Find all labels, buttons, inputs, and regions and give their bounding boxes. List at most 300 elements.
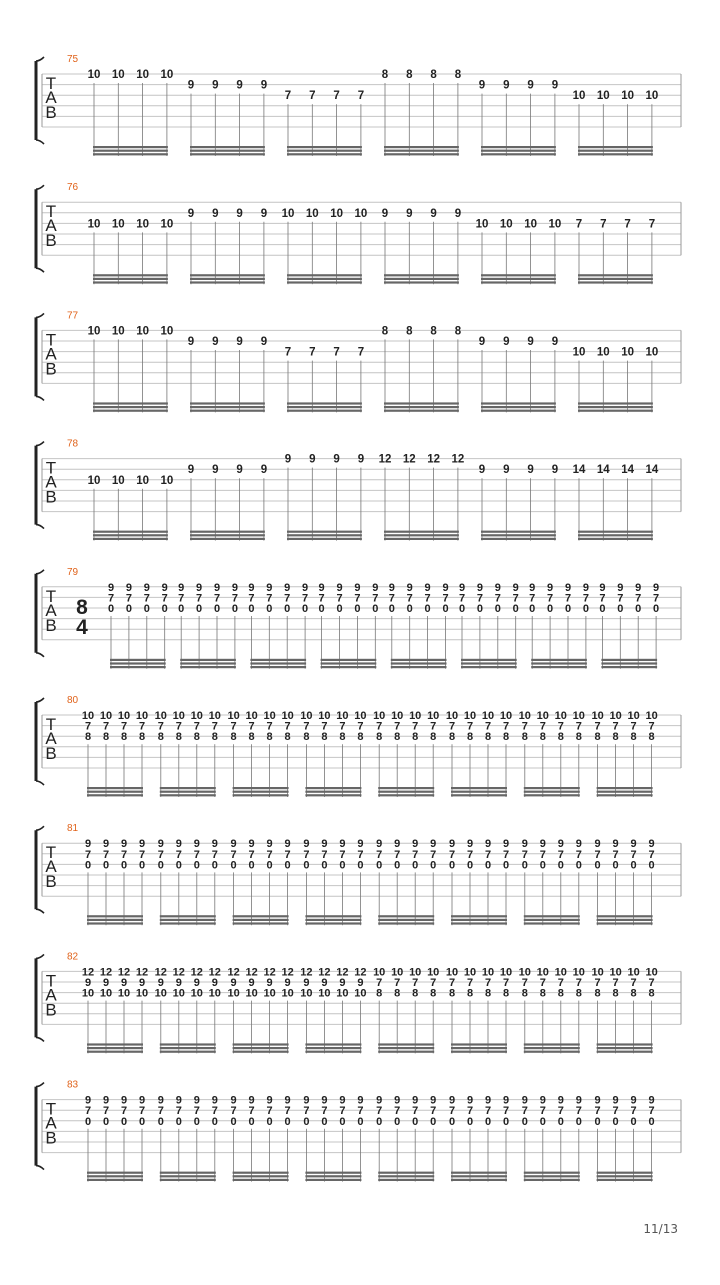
fret-number: 9 xyxy=(494,581,501,594)
fret-number: 9 xyxy=(648,838,655,851)
fret-number: 7 xyxy=(521,977,528,989)
tab-clef-letter: T xyxy=(45,971,57,991)
fret-number: 7 xyxy=(266,720,273,733)
beam xyxy=(180,659,236,661)
beam xyxy=(578,281,653,283)
fret-number: 14 xyxy=(621,464,634,477)
fret-number: 7 xyxy=(448,977,456,989)
beam xyxy=(305,1179,361,1181)
fret-number: 7 xyxy=(502,720,510,733)
fret-number: 7 xyxy=(175,848,182,861)
fret-number: 8 xyxy=(630,731,637,744)
fret-number: 9 xyxy=(260,207,268,220)
fret-number: 7 xyxy=(430,977,437,989)
fret-number: 9 xyxy=(84,977,92,989)
fret-number: 0 xyxy=(138,1115,146,1128)
fret-number: 9 xyxy=(157,1094,164,1107)
fret-number: 7 xyxy=(466,720,474,733)
fret-number: 7 xyxy=(248,848,255,861)
fret-number: 7 xyxy=(630,720,637,733)
tab-clef-letter: A xyxy=(45,344,57,364)
fret-number: 7 xyxy=(248,592,255,605)
bracket-bottom-hook xyxy=(36,268,44,272)
fret-number: 8 xyxy=(594,731,601,744)
beam xyxy=(384,531,459,533)
fret-number: 9 xyxy=(357,977,364,989)
fret-number: 10 xyxy=(117,710,131,722)
fret-number: 10 xyxy=(445,710,459,722)
tab-clef-letter: A xyxy=(45,472,57,492)
fret-number: 9 xyxy=(630,1094,637,1107)
fret-number: 7 xyxy=(84,720,92,733)
beam xyxy=(190,410,265,412)
fret-number: 8 xyxy=(575,731,582,744)
bracket-top-hook xyxy=(36,570,44,574)
fret-number: 0 xyxy=(630,1115,637,1128)
beam xyxy=(233,787,289,789)
fret-number: 7 xyxy=(476,592,483,605)
fret-number: 9 xyxy=(502,1094,510,1107)
fret-number: 8 xyxy=(412,731,419,744)
fret-number: 14 xyxy=(572,464,586,477)
fret-number: 10 xyxy=(409,710,422,722)
fret-number: 0 xyxy=(617,603,624,615)
fret-number: 10 xyxy=(300,987,313,1000)
fret-number: 9 xyxy=(333,453,340,466)
fret-number: 9 xyxy=(193,977,200,989)
beam xyxy=(250,659,306,661)
fret-number: 7 xyxy=(376,720,383,733)
fret-number: 9 xyxy=(102,1094,110,1107)
fret-number: 7 xyxy=(211,720,218,733)
beam xyxy=(160,1175,216,1177)
fret-number: 10 xyxy=(481,966,495,979)
fret-number: 8 xyxy=(406,69,413,81)
fret-number: 10 xyxy=(445,966,459,979)
fret-number: 8 xyxy=(394,731,401,744)
beam xyxy=(601,666,657,668)
fret-number: 0 xyxy=(303,1115,310,1128)
fret-number: 0 xyxy=(248,1115,255,1128)
fret-number: 0 xyxy=(175,1115,182,1128)
fret-number: 7 xyxy=(484,1105,492,1118)
beam xyxy=(597,1179,653,1181)
fret-number: 10 xyxy=(554,710,567,722)
fret-number: 7 xyxy=(376,848,383,861)
fret-number: 0 xyxy=(502,859,510,872)
fret-number: 12 xyxy=(190,966,203,979)
fret-number: 8 xyxy=(539,987,546,1000)
fret-number: 7 xyxy=(484,720,492,733)
beam xyxy=(451,1172,507,1174)
fret-number: 8 xyxy=(521,731,528,744)
fret-number: 10 xyxy=(99,710,113,722)
fret-number: 10 xyxy=(591,710,604,722)
beam xyxy=(481,406,556,408)
fret-number: 9 xyxy=(557,1094,564,1107)
fret-number: 9 xyxy=(284,1094,291,1107)
fret-number: 8 xyxy=(211,731,218,744)
fret-number: 7 xyxy=(539,1105,546,1118)
fret-number: 7 xyxy=(539,977,546,989)
beam xyxy=(93,406,168,408)
fret-number: 9 xyxy=(406,207,413,220)
fret-number: 9 xyxy=(175,838,182,851)
fret-number: 7 xyxy=(406,592,413,605)
beam xyxy=(190,153,265,155)
measure-number: 80 xyxy=(67,695,79,706)
beam xyxy=(378,1175,434,1177)
fret-number: 0 xyxy=(529,603,536,615)
fret-number: 8 xyxy=(102,731,110,744)
fret-number: 9 xyxy=(336,581,343,594)
fret-number: 9 xyxy=(354,581,361,594)
fret-number: 9 xyxy=(430,1094,437,1107)
fret-number: 7 xyxy=(102,720,110,733)
fret-number: 12 xyxy=(336,966,349,979)
fret-number: 7 xyxy=(557,848,564,861)
beam xyxy=(378,1043,434,1045)
fret-number: 7 xyxy=(339,848,346,861)
beam xyxy=(391,662,447,664)
fret-number: 7 xyxy=(624,218,631,231)
fret-number: 12 xyxy=(245,966,258,979)
beam xyxy=(578,534,653,536)
beam xyxy=(384,534,459,536)
beam xyxy=(305,1047,361,1049)
bracket-bottom-hook xyxy=(36,1166,44,1170)
fret-number: 8 xyxy=(193,731,200,744)
fret-number: 7 xyxy=(303,848,310,861)
fret-number: 0 xyxy=(339,1115,346,1128)
fret-number: 8 xyxy=(157,731,164,744)
fret-number: 10 xyxy=(227,987,240,1000)
fret-number: 7 xyxy=(458,592,466,605)
fret-number: 8 xyxy=(430,69,437,81)
fret-number: 9 xyxy=(138,838,146,851)
beam xyxy=(87,922,143,924)
fret-number: 0 xyxy=(284,603,291,615)
beam xyxy=(578,150,653,152)
fret-number: 7 xyxy=(138,848,146,861)
fret-number: 0 xyxy=(394,1115,401,1128)
fret-number: 7 xyxy=(284,346,292,359)
fret-number: 9 xyxy=(339,838,346,851)
beam xyxy=(287,410,362,412)
fret-number: 10 xyxy=(627,966,640,979)
fret-number: 8 xyxy=(557,731,564,744)
fret-number: 0 xyxy=(484,859,492,872)
beam xyxy=(578,538,653,540)
fret-number: 0 xyxy=(354,603,361,615)
beam xyxy=(233,1047,289,1049)
fret-number: 0 xyxy=(412,1115,419,1128)
fret-number: 9 xyxy=(102,838,110,851)
beam xyxy=(524,794,580,796)
beam xyxy=(578,153,653,155)
fret-number: 9 xyxy=(248,581,255,594)
fret-number: 7 xyxy=(211,848,218,861)
fret-number: 9 xyxy=(564,581,572,594)
fret-number: 9 xyxy=(107,581,115,594)
beam xyxy=(233,1175,289,1177)
beam xyxy=(481,146,556,148)
beam xyxy=(190,534,265,536)
fret-number: 10 xyxy=(87,218,101,231)
beam xyxy=(233,1043,289,1045)
fret-number: 9 xyxy=(599,581,606,594)
fret-number: 7 xyxy=(412,848,419,861)
fret-number: 0 xyxy=(430,859,437,872)
bracket-top-hook xyxy=(36,1083,44,1087)
beam xyxy=(87,919,143,921)
tab-clef-letter: A xyxy=(45,216,57,236)
fret-number: 9 xyxy=(454,207,462,220)
fret-number: 0 xyxy=(521,1115,528,1128)
fret-number: 10 xyxy=(518,710,531,722)
fret-number: 7 xyxy=(321,720,328,733)
fret-number: 9 xyxy=(303,977,310,989)
fret-number: 7 xyxy=(630,848,637,861)
beam xyxy=(451,791,507,793)
tab-clef-letter: B xyxy=(45,231,57,251)
fret-number: 0 xyxy=(284,859,291,872)
beam xyxy=(87,1172,143,1174)
fret-number: 8 xyxy=(406,325,413,338)
fret-number: 7 xyxy=(102,1105,110,1118)
beam xyxy=(305,787,361,789)
beam xyxy=(160,919,216,921)
fret-number: 9 xyxy=(339,1094,346,1107)
fret-number: 10 xyxy=(645,710,658,722)
beam xyxy=(378,794,434,796)
fret-number: 7 xyxy=(617,592,624,605)
beam xyxy=(287,150,362,152)
beam xyxy=(597,1047,653,1049)
beam xyxy=(531,659,587,661)
beam xyxy=(597,794,653,796)
fret-number: 9 xyxy=(266,1094,273,1107)
beam xyxy=(597,1051,653,1053)
fret-number: 7 xyxy=(582,592,589,605)
fret-number: 8 xyxy=(648,731,655,744)
fret-number: 10 xyxy=(81,710,95,722)
beam xyxy=(451,1175,507,1177)
fret-number: 10 xyxy=(111,69,125,81)
fret-number: 9 xyxy=(212,79,219,92)
fret-number: 10 xyxy=(87,325,101,338)
fret-number: 7 xyxy=(284,720,291,733)
tab-clef-letter: T xyxy=(45,458,57,478)
fret-number: 0 xyxy=(157,1115,164,1128)
beam xyxy=(601,659,657,661)
fret-number: 7 xyxy=(157,1105,164,1118)
fret-number: 10 xyxy=(336,987,349,1000)
fret-number: 7 xyxy=(575,977,582,989)
fret-number: 10 xyxy=(245,710,258,722)
fret-number: 7 xyxy=(193,848,200,861)
beam xyxy=(305,1172,361,1174)
fret-number: 9 xyxy=(630,838,637,851)
beam xyxy=(378,1051,434,1053)
fret-number: 0 xyxy=(494,603,501,615)
bracket-bottom-hook xyxy=(36,1037,44,1041)
fret-number: 7 xyxy=(557,1105,564,1118)
fret-number: 0 xyxy=(635,603,642,615)
fret-number: 9 xyxy=(157,838,164,851)
fret-number: 10 xyxy=(536,966,549,979)
fret-number: 7 xyxy=(575,720,582,733)
beam xyxy=(378,922,434,924)
fret-number: 0 xyxy=(230,859,237,872)
fret-number: 8 xyxy=(394,987,401,1000)
fret-number: 8 xyxy=(84,731,92,744)
fret-number: 10 xyxy=(373,710,386,722)
fret-number: 9 xyxy=(594,838,601,851)
fret-number: 10 xyxy=(373,966,386,979)
fret-number: 8 xyxy=(321,731,328,744)
beam xyxy=(451,794,507,796)
tab-clef-letter: B xyxy=(45,872,57,892)
fret-number: 7 xyxy=(357,90,365,103)
fret-number: 8 xyxy=(521,987,528,1000)
beam xyxy=(481,153,556,155)
fret-number: 7 xyxy=(442,592,449,605)
fret-number: 10 xyxy=(427,966,440,979)
fret-number: 10 xyxy=(536,710,549,722)
beam xyxy=(233,794,289,796)
beam xyxy=(160,922,216,924)
fret-number: 8 xyxy=(502,987,510,1000)
fret-number: 12 xyxy=(427,453,440,466)
fret-number: 8 xyxy=(557,987,564,1000)
fret-number: 0 xyxy=(557,859,564,872)
fret-number: 9 xyxy=(551,79,559,92)
fret-number: 9 xyxy=(503,79,510,92)
beam xyxy=(578,410,653,412)
beam xyxy=(384,538,459,540)
beam xyxy=(524,1047,580,1049)
beam xyxy=(601,662,657,664)
fret-number: 9 xyxy=(539,1094,546,1107)
fret-number: 9 xyxy=(84,1094,92,1107)
fret-number: 0 xyxy=(599,603,606,615)
fret-number: 0 xyxy=(248,603,255,615)
beam xyxy=(287,406,362,408)
fret-number: 8 xyxy=(430,325,437,338)
fret-number: 0 xyxy=(648,1115,655,1128)
fret-number: 0 xyxy=(394,859,401,872)
fret-number: 7 xyxy=(333,346,340,359)
tab-clef-letter: B xyxy=(45,1128,57,1148)
fret-number: 12 xyxy=(154,966,167,979)
fret-number: 9 xyxy=(321,977,328,989)
fret-number: 10 xyxy=(499,710,513,722)
beam xyxy=(160,791,216,793)
fret-number: 10 xyxy=(572,90,586,103)
fret-number: 0 xyxy=(266,603,273,615)
fret-number: 0 xyxy=(575,1115,582,1128)
beam xyxy=(287,538,362,540)
fret-number: 10 xyxy=(190,987,203,1000)
fret-number: 0 xyxy=(476,603,483,615)
beam xyxy=(287,534,362,536)
beam xyxy=(190,531,265,533)
tab-clef-letter: T xyxy=(45,586,57,606)
fret-number: 8 xyxy=(648,987,655,1000)
fret-number: 9 xyxy=(521,1094,528,1107)
fret-number: 7 xyxy=(466,848,474,861)
beam xyxy=(93,402,168,404)
fret-number: 7 xyxy=(502,977,510,989)
fret-number: 10 xyxy=(263,987,276,1000)
beam xyxy=(190,406,265,408)
fret-number: 10 xyxy=(645,966,658,979)
fret-number: 10 xyxy=(154,710,167,722)
fret-number: 0 xyxy=(539,1115,546,1128)
fret-number: 7 xyxy=(594,848,601,861)
fret-number: 0 xyxy=(612,1115,619,1128)
beam xyxy=(87,1047,143,1049)
beam xyxy=(305,1175,361,1177)
fret-number: 0 xyxy=(539,859,546,872)
fret-number: 10 xyxy=(160,218,174,231)
fret-number: 9 xyxy=(84,838,92,851)
fret-number: 12 xyxy=(318,966,331,979)
fret-number: 10 xyxy=(172,987,185,1000)
beam xyxy=(384,150,459,152)
fret-number: 7 xyxy=(102,848,110,861)
beam xyxy=(524,1179,580,1181)
beam xyxy=(378,915,434,917)
fret-number: 7 xyxy=(424,592,431,605)
fret-number: 7 xyxy=(284,1105,291,1118)
beam xyxy=(384,406,459,408)
beam xyxy=(180,662,236,664)
fret-number: 9 xyxy=(309,453,316,466)
fret-number: 0 xyxy=(424,603,431,615)
fret-number: 7 xyxy=(318,592,325,605)
fret-number: 9 xyxy=(284,838,291,851)
fret-number: 7 xyxy=(248,720,255,733)
fret-number: 9 xyxy=(248,977,255,989)
fret-number: 10 xyxy=(572,966,585,979)
beam xyxy=(524,922,580,924)
fret-number: 10 xyxy=(499,218,513,231)
fret-number: 9 xyxy=(230,838,237,851)
beam xyxy=(160,787,216,789)
beam xyxy=(597,922,653,924)
beam xyxy=(287,153,362,155)
fret-number: 9 xyxy=(120,838,128,851)
beam xyxy=(384,402,459,404)
fret-number: 7 xyxy=(394,977,401,989)
fret-number: 10 xyxy=(136,69,149,81)
fret-number: 7 xyxy=(575,218,583,231)
beam xyxy=(481,281,556,283)
fret-number: 10 xyxy=(336,710,349,722)
fret-number: 9 xyxy=(284,453,292,466)
fret-number: 9 xyxy=(284,977,291,989)
fret-number: 7 xyxy=(357,848,364,861)
fret-number: 7 xyxy=(521,848,528,861)
fret-number: 12 xyxy=(451,453,465,466)
fret-number: 9 xyxy=(612,1094,619,1107)
beam xyxy=(578,406,653,408)
tab-clef-letter: T xyxy=(45,715,57,734)
fret-number: 9 xyxy=(557,838,564,851)
fret-number: 10 xyxy=(281,710,294,722)
